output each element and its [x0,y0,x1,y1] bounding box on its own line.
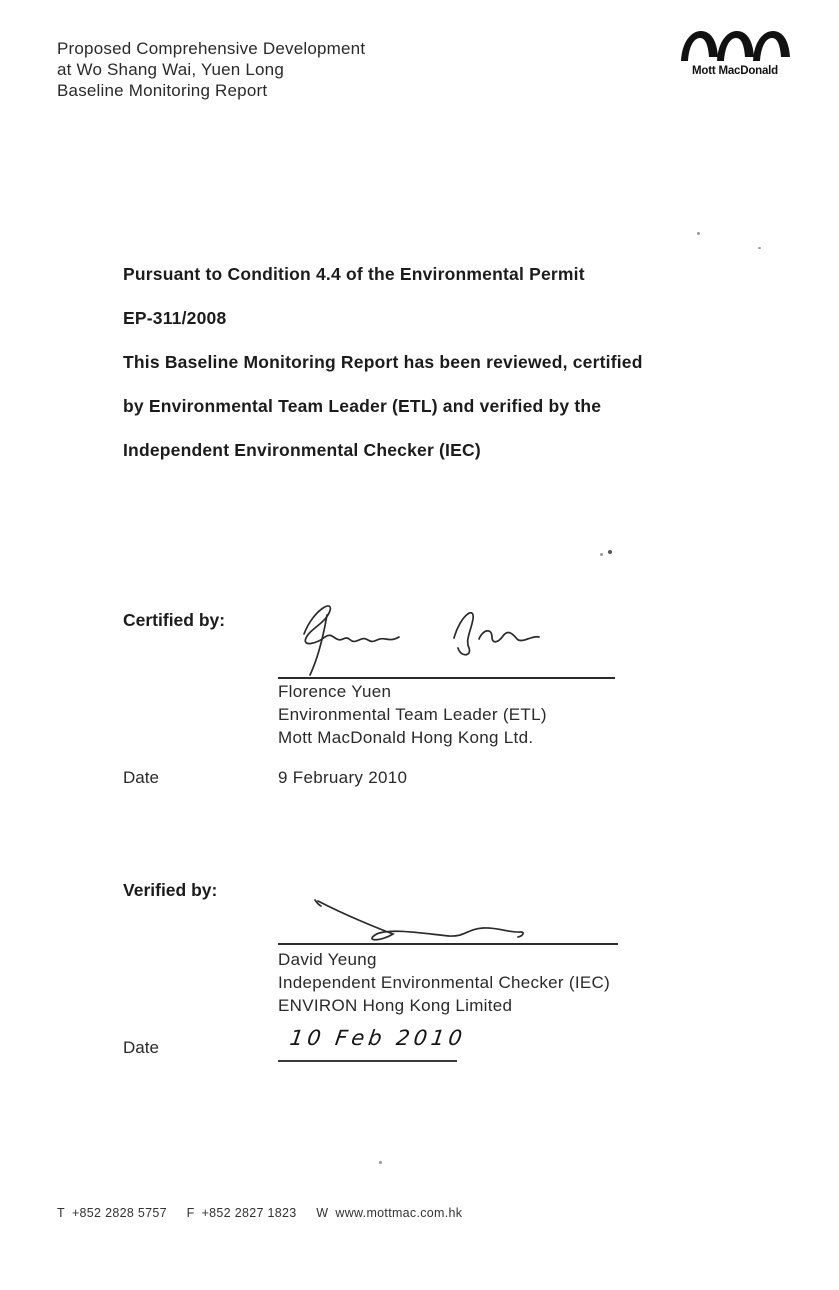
verified-by-label: Verified by: [123,880,218,900]
mott-macdonald-logo [676,28,794,77]
certification-statement [123,263,703,483]
scan-speck [697,232,700,235]
certified-date-value: 9 February 2010 [278,768,408,787]
footer-fax-label: F [186,1206,195,1220]
footer-web-label: W [316,1206,329,1220]
header-line-2: at Wo Shang Wai, Yuen Long [57,60,284,79]
footer-tel-value: +852 2828 5757 [71,1206,167,1220]
footer-web-value: www.mottmac.com.hk [335,1206,463,1220]
scan-speck [608,550,612,554]
certified-signature-line [278,677,615,679]
verified-name: David Yeung [278,950,377,969]
certified-signatory-block [278,680,547,749]
mott-macdonald-arcs-icon [679,28,791,64]
statement-line-1: Pursuant to Condition 4.4 of the Environmental Permit [123,264,585,284]
florence-yuen-signature [282,598,572,680]
verified-company: ENVIRON Hong Kong Limited [278,996,513,1015]
mott-macdonald-logo-text: Mott MacDonald [692,65,778,77]
header-line-3: Baseline Monitoring Report [57,81,268,100]
statement-line-5: Independent Environmental Checker (IEC) [123,440,481,460]
verified-date-label: Date [123,1038,159,1057]
scan-speck [379,1161,382,1164]
certified-name: Florence Yuen [278,682,392,701]
contact-footer [57,1206,478,1220]
certified-date-label: Date [123,768,159,787]
statement-line-3: This Baseline Monitoring Report has been reviewed, certified [123,352,643,372]
footer-fax-value: +852 2827 1823 [201,1206,297,1220]
verified-signature-line [278,943,618,945]
report-header [57,38,365,101]
statement-line-2: EP-311/2008 [123,308,227,328]
certified-company: Mott MacDonald Hong Kong Ltd. [278,728,534,747]
david-yeung-signature [295,893,555,948]
footer-fax [187,1206,297,1220]
scan-speck [600,553,603,556]
footer-tel-label: T [57,1206,65,1220]
scan-speck [758,247,761,249]
header-line-1: Proposed Comprehensive Development [57,39,366,58]
verified-signatory-block [278,948,610,1017]
verified-date-handwritten: 10 Feb 2010 [288,1026,468,1050]
verified-date-underline [278,1060,457,1062]
statement-line-4: by Environmental Team Leader (ETL) and verified by the [123,396,602,416]
certified-title: Environmental Team Leader (ETL) [278,705,547,724]
footer-tel [57,1206,167,1220]
certified-by-label: Certified by: [123,610,226,630]
footer-web [316,1206,462,1220]
verified-title: Independent Environmental Checker (IEC) [278,973,611,992]
